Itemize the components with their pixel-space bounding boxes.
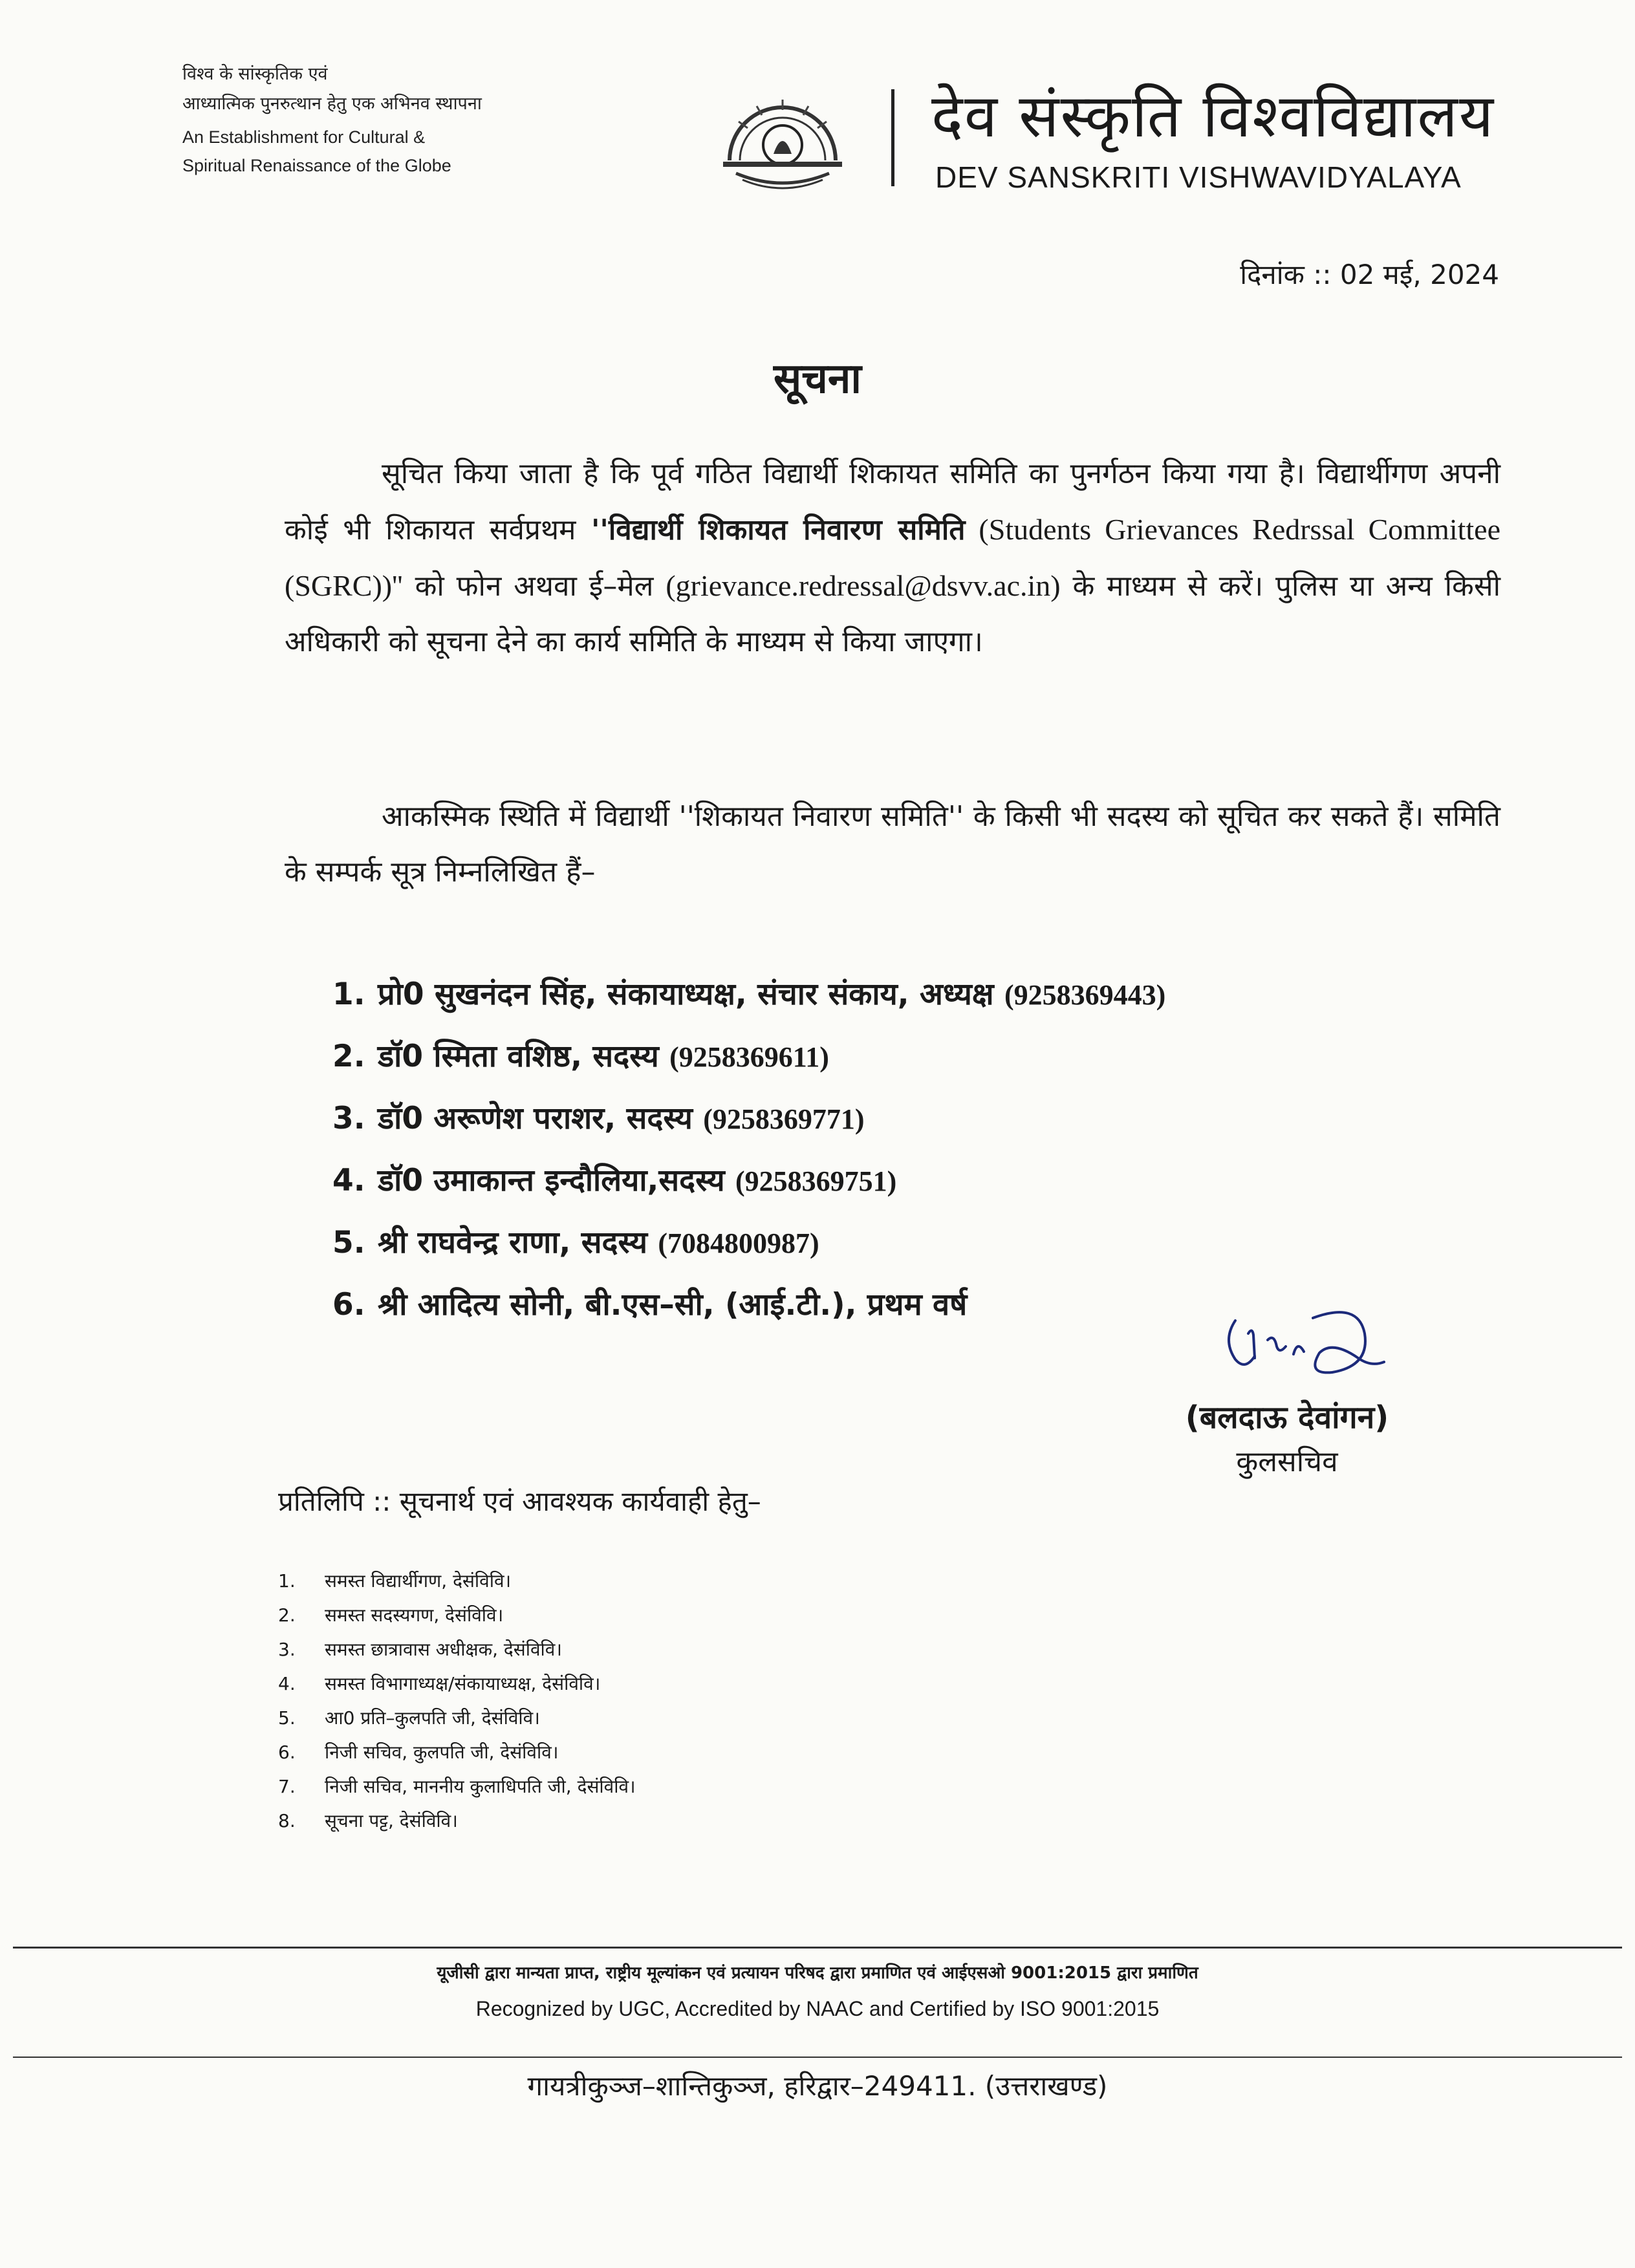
list-item	[278, 1564, 636, 1598]
list-item	[332, 1212, 1497, 1274]
list-number: 6.	[332, 1287, 365, 1323]
header-divider	[891, 89, 894, 186]
member-name: डॉ0 अरूणेश पराशर, सदस्य	[378, 1101, 704, 1136]
para1-text-c: के माध्यम से करें। पुलिस या अन्य किसी अधिकारी को सूचना देने का कार्य समिति के माध्यम से किया जाएगा।	[285, 570, 1500, 658]
signatory-name: (बलदाऊ देवांगन)	[1185, 1399, 1389, 1436]
copy-recipient: निजी सचिव, कुलपति जी, देसंविवि।	[325, 1742, 559, 1763]
list-item	[278, 1769, 636, 1804]
list-item	[278, 1804, 636, 1838]
list-number: 2.	[332, 1039, 365, 1074]
list-number: 3.	[332, 1101, 365, 1136]
tagline-english-line-2: Spiritual Renaissance of the Globe	[182, 156, 451, 175]
copy-recipient: समस्त विद्यार्थीगण, देसंविवि।	[325, 1570, 512, 1592]
footer-accreditation-english: Recognized by UGC, Accredited by NAAC and Certified by ISO 9001:2015	[475, 1997, 1160, 2020]
list-item	[332, 964, 1497, 1026]
footer-rule-top	[13, 1947, 1622, 1949]
list-item	[278, 1598, 636, 1632]
list-item	[332, 1150, 1497, 1212]
member-phone: (7084800987)	[658, 1227, 819, 1259]
list-number: 2.	[278, 1604, 296, 1626]
list-number: 8.	[278, 1810, 296, 1831]
list-number: 4.	[332, 1163, 365, 1198]
para1-text-a: सूचित किया जाता है कि पूर्व गठित विद्यार्थी शिकायत समिति का पुनर्गठन किया गया है। विद्यार्थीगण अपनी कोई भी शिकायत सर्वप्रथम	[285, 457, 1500, 546]
list-number: 5.	[332, 1225, 365, 1260]
university-emblem-icon	[717, 83, 849, 193]
list-item	[278, 1667, 636, 1701]
signatory-role: कुलसचिव	[1236, 1445, 1338, 1478]
member-phone: (9258369611)	[669, 1041, 829, 1073]
list-number: 6.	[278, 1742, 296, 1763]
footer-rule-bottom	[13, 2057, 1622, 2058]
para1-text-b: को फोन अथवा ई–मेल	[402, 570, 666, 603]
list-item	[332, 1088, 1497, 1150]
committee-name-english: (Students Grievances Redrssal Committee (SGRC))''	[285, 513, 1500, 602]
university-name-english: DEV SANSKRITI VISHWAVIDYALAYA	[935, 160, 1462, 194]
signature-icon	[1209, 1295, 1403, 1392]
university-name-hindi: देव संस्कृति विश्वविद्यालय	[931, 81, 1495, 151]
copy-recipient: समस्त विभागाध्यक्ष/संकायाध्यक्ष, देसंविवि।	[325, 1673, 601, 1694]
member-name: डॉ0 उमाकान्त इन्दौलिया,सदस्य	[378, 1163, 736, 1198]
member-name: डॉ0 स्मिता वशिष्ठ, सदस्य	[378, 1039, 670, 1074]
copy-recipient: समस्त छात्रावास अधीक्षक, देसंविवि।	[325, 1639, 562, 1660]
copy-recipient: निजी सचिव, माननीय कुलाधिपति जी, देसंविवि।	[325, 1776, 636, 1797]
list-number: 3.	[278, 1639, 296, 1660]
copy-recipient: सूचना पट्ट, देसंविवि।	[325, 1810, 458, 1831]
notice-date: दिनांक :: 02 मई, 2024	[1240, 259, 1499, 290]
copy-recipient: आ0 प्रति–कुलपति जी, देसंविवि।	[325, 1707, 540, 1729]
copy-to-list	[278, 1564, 636, 1838]
tagline-hindi-line-1: विश्व के सांस्कृतिक एवं	[182, 64, 328, 84]
tagline-english-line-1: An Establishment for Cultural &	[182, 127, 426, 147]
notice-paragraph-2	[285, 789, 1500, 900]
list-number: 1.	[332, 977, 365, 1012]
member-name: श्री आदित्य सोनी, बी.एस–सी, (आई.टी.), प्रथम वर्ष	[378, 1287, 968, 1323]
tagline-hindi-line-2: आध्यात्मिक पुनरुत्थान हेतु एक अभिनव स्थापना	[182, 94, 482, 114]
committee-member-list	[332, 964, 1497, 1336]
member-phone: (9258369751)	[735, 1165, 897, 1197]
list-number: 7.	[278, 1776, 296, 1797]
footer-accreditation-hindi: यूजीसी द्वारा मान्यता प्राप्त, राष्ट्रीय मूल्यांकन एवं प्रत्यायन परिषद द्वारा प्रमाणित एवं आईएसओ 9001:2015 द्वारा प्रमाणित	[437, 1963, 1198, 1983]
notice-title: सूचना	[774, 355, 861, 403]
footer-address: गायत्रीकुञ्ज–शान्तिकुञ्ज, हरिद्वार–249411. (उत्तराखण्ड)	[527, 2070, 1108, 2102]
notice-paragraph-1	[285, 446, 1500, 670]
list-number: 4.	[278, 1673, 296, 1694]
list-number: 5.	[278, 1707, 296, 1729]
list-item	[278, 1735, 636, 1769]
list-item	[278, 1632, 636, 1667]
copy-to-heading: प्रतिलिपि :: सूचनार्थ एवं आवश्यक कार्यवाही हेतु–	[278, 1485, 761, 1517]
member-name: श्री राघवेन्द्र राणा, सदस्य	[378, 1225, 658, 1260]
list-number: 1.	[278, 1570, 296, 1592]
copy-recipient: समस्त सदस्यगण, देसंविवि।	[325, 1604, 504, 1626]
list-item	[278, 1701, 636, 1735]
member-phone: (9258369443)	[1004, 979, 1166, 1011]
para2-text: आकस्मिक स्थिति में विद्यार्थी ''शिकायत निवारण समिति'' के किसी भी सदस्य को सूचित कर सकते हैं। समिति के सम्पर्क सूत्र निम्नलिखित हैं–	[285, 800, 1500, 889]
member-phone: (9258369771)	[703, 1103, 865, 1135]
committee-email: (grievance.redressal@dsvv.ac.in)	[666, 569, 1061, 602]
member-name: प्रो0 सुखनंदन सिंह, संकायाध्यक्ष, संचार संकाय, अध्यक्ष	[378, 977, 1004, 1012]
list-item	[332, 1026, 1497, 1088]
committee-name-hindi: ''विद्यार्थी शिकायत निवारण समिति	[590, 513, 966, 546]
